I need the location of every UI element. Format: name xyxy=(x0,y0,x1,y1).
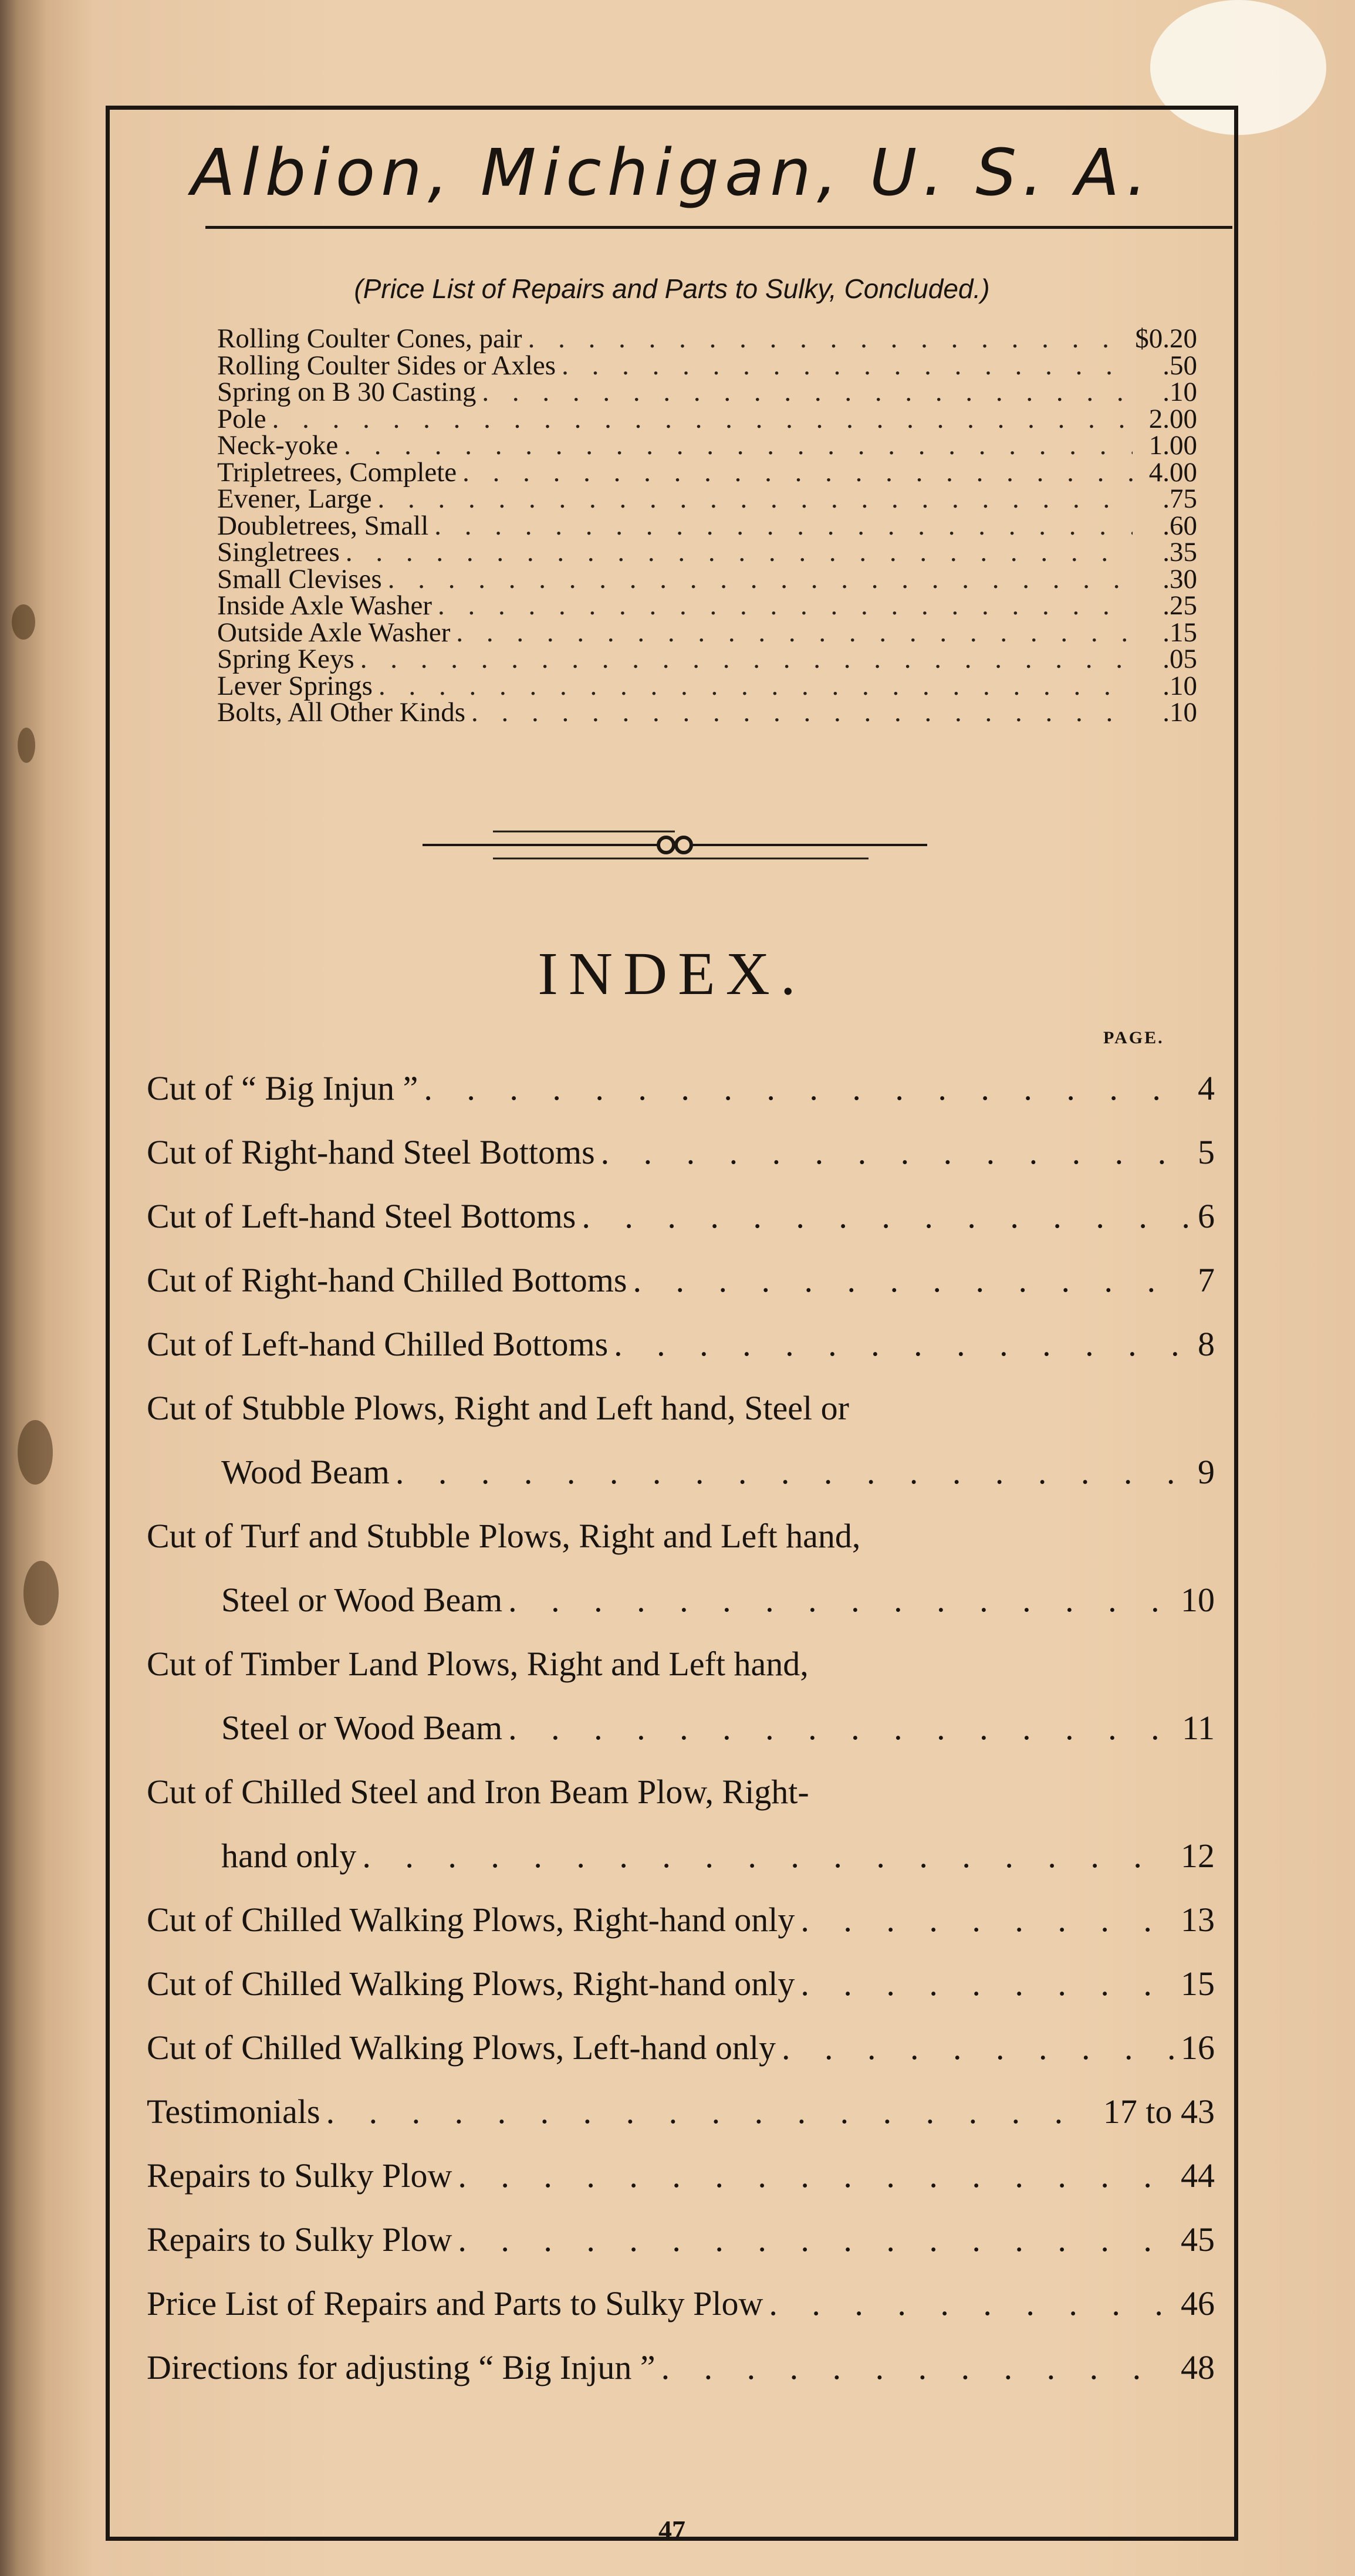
price-list-row xyxy=(217,670,1197,701)
index-entry-title: Cut of Right-hand Chilled Bottoms xyxy=(147,1261,627,1299)
price-list-row xyxy=(217,350,1197,381)
price-item-price: .60 xyxy=(1163,510,1197,541)
price-list-row xyxy=(217,432,1197,459)
index-entry-row xyxy=(147,2080,1215,2144)
dot-leader xyxy=(614,1312,1192,1376)
index-entry-title: Repairs to Sulky Plow xyxy=(147,2220,452,2259)
index-entry-title: Cut of Chilled Walking Plows, Right-hand only xyxy=(147,1901,795,1939)
dot-leader xyxy=(272,406,1133,433)
dot-leader xyxy=(601,1120,1192,1184)
ornament-divider xyxy=(423,824,927,866)
index-entry-row xyxy=(147,2335,1215,2399)
index-entry-page: 12 xyxy=(1181,1837,1215,1875)
index-entry xyxy=(147,1952,1215,2016)
index-entry xyxy=(147,2016,1215,2080)
price-list-subtitle: (Price List of Repairs and Parts to Sulky, Concluded.) xyxy=(354,273,990,304)
index-entry-page: 4 xyxy=(1198,1069,1215,1107)
dot-leader xyxy=(396,1440,1192,1504)
dot-leader xyxy=(508,1568,1175,1632)
dot-leader xyxy=(458,2207,1175,2271)
index-entry-row xyxy=(147,1312,1215,1376)
price-item-name: Lever Springs xyxy=(217,670,373,701)
index-entry xyxy=(147,1248,1215,1312)
price-item-name: Tripletrees, Complete xyxy=(217,457,457,488)
index-entry-title: Cut of Timber Land Plows, Right and Left hand, xyxy=(147,1645,809,1683)
index-entry-row xyxy=(147,1184,1215,1248)
index-entry xyxy=(147,2335,1215,2399)
price-item-price: .10 xyxy=(1163,377,1197,407)
index-entry-title: Cut of Chilled Walking Plows, Left-hand only xyxy=(147,2029,776,2067)
dot-leader xyxy=(562,353,1133,380)
index-entry-title: Cut of Turf and Stubble Plows, Right and Left hand, xyxy=(147,1517,861,1555)
index-entry-title: Cut of Left-hand Chilled Bottoms xyxy=(147,1325,609,1363)
index-entry-page: 7 xyxy=(1198,1261,1215,1299)
price-list-row xyxy=(217,539,1197,566)
dot-leader xyxy=(456,620,1133,647)
index-entry-row xyxy=(147,2144,1215,2207)
page-column-label: PAGE. xyxy=(1103,1028,1164,1047)
price-item-name: Doubletrees, Small xyxy=(217,510,429,541)
index-entry xyxy=(147,1760,1215,1888)
dot-leader xyxy=(362,1824,1175,1888)
index-entry-continuation: hand only xyxy=(221,1837,357,1875)
price-item-price: $0.20 xyxy=(1135,323,1197,354)
dot-leader xyxy=(633,1248,1192,1312)
index-entry-row xyxy=(147,2016,1215,2080)
price-item-name: Outside Axle Washer xyxy=(217,617,451,648)
index-entry-row xyxy=(147,1696,1215,1760)
index-entry-row xyxy=(147,1120,1215,1184)
index-entry-page: 17 to 43 xyxy=(1103,2092,1215,2131)
dot-leader xyxy=(471,699,1133,726)
dot-leader xyxy=(661,2335,1175,2399)
dot-leader xyxy=(438,593,1133,620)
index-entry-title: Cut of Left-hand Steel Bottoms xyxy=(147,1197,576,1235)
price-list-row xyxy=(217,486,1197,513)
price-item-name: Inside Axle Washer xyxy=(217,590,432,621)
price-item-price: .05 xyxy=(1163,644,1197,674)
price-item-name: Pole xyxy=(217,403,266,434)
index-entry xyxy=(147,1888,1215,1952)
index-entry-title: Cut of Stubble Plows, Right and Left hand, Steel or xyxy=(147,1389,849,1427)
index-entry-row xyxy=(147,1056,1215,1120)
dot-leader xyxy=(379,673,1133,700)
price-item-name: Small Clevises xyxy=(217,563,382,594)
index-list xyxy=(147,1056,1215,2399)
index-entry-page: 11 xyxy=(1182,1709,1215,1747)
index-entry xyxy=(147,2207,1215,2271)
price-list-row xyxy=(217,563,1197,594)
index-entry-continuation: Wood Beam xyxy=(221,1453,390,1491)
price-item-name: Rolling Coulter Cones, pair xyxy=(217,323,522,354)
dot-leader xyxy=(434,513,1133,540)
page-header-title: Albion, Michigan, U. S. A. xyxy=(191,135,1153,210)
price-item-price: .75 xyxy=(1163,484,1197,514)
dot-leader xyxy=(769,2271,1175,2335)
index-entry-page: 46 xyxy=(1181,2284,1215,2323)
paper-stain xyxy=(23,1561,59,1625)
index-entry-page: 45 xyxy=(1181,2220,1215,2259)
dot-leader xyxy=(360,646,1133,673)
dot-leader xyxy=(326,2080,1097,2144)
dot-leader xyxy=(424,1056,1192,1120)
index-entry-page: 8 xyxy=(1198,1325,1215,1363)
index-entry-title: Cut of “ Big Injun ” xyxy=(147,1069,418,1107)
price-item-name: Bolts, All Other Kinds xyxy=(217,697,466,728)
price-item-price: 1.00 xyxy=(1148,430,1197,461)
price-item-price: .50 xyxy=(1163,350,1197,381)
index-entry xyxy=(147,2271,1215,2335)
index-entry-title: Cut of Chilled Steel and Iron Beam Plow, Right- xyxy=(147,1773,809,1811)
index-entry-title: Cut of Chilled Walking Plows, Right-hand only xyxy=(147,1965,795,2003)
dot-leader xyxy=(800,1888,1175,1952)
price-item-price: .30 xyxy=(1163,563,1197,594)
index-entry xyxy=(147,1056,1215,1120)
paper-stain xyxy=(12,604,35,640)
price-list-row xyxy=(217,699,1197,726)
price-list-row xyxy=(217,617,1197,648)
price-item-name: Rolling Coulter Sides or Axles xyxy=(217,350,556,381)
price-list-row xyxy=(217,590,1197,621)
price-item-price: .10 xyxy=(1163,670,1197,701)
index-entry-row xyxy=(147,1440,1215,1504)
index-entry-row xyxy=(147,2207,1215,2271)
index-entry-continuation: Steel or Wood Beam xyxy=(221,1581,503,1619)
index-entry xyxy=(147,2144,1215,2207)
dot-leader xyxy=(462,459,1133,486)
price-item-name: Spring Keys xyxy=(217,644,354,674)
dot-leader xyxy=(377,486,1133,513)
price-item-price: .10 xyxy=(1163,697,1197,728)
dot-leader xyxy=(508,1696,1176,1760)
price-item-price: .15 xyxy=(1163,617,1197,648)
price-item-price: .25 xyxy=(1163,590,1197,621)
index-entry xyxy=(147,1120,1215,1184)
index-entry xyxy=(147,1312,1215,1376)
price-list-row xyxy=(217,646,1197,673)
price-item-price: .35 xyxy=(1163,537,1197,567)
index-entry-row xyxy=(147,2271,1215,2335)
price-list xyxy=(217,323,1197,728)
price-list-row xyxy=(217,403,1197,434)
index-entry-row xyxy=(147,1568,1215,1632)
dot-leader xyxy=(482,379,1133,406)
price-item-name: Evener, Large xyxy=(217,484,372,514)
price-item-price: 4.00 xyxy=(1148,457,1197,488)
index-entry xyxy=(147,1504,1215,1632)
index-entry-row xyxy=(147,1248,1215,1312)
index-entry xyxy=(147,1632,1215,1760)
index-title: INDEX. xyxy=(538,940,806,1008)
index-entry-title: Directions for adjusting “ Big Injun ” xyxy=(147,2348,655,2386)
dot-leader xyxy=(528,326,1130,353)
price-list-row xyxy=(217,459,1197,486)
price-list-row xyxy=(217,323,1197,354)
dot-leader xyxy=(346,539,1133,566)
header-rule xyxy=(205,226,1232,229)
index-entry-row xyxy=(147,1888,1215,1952)
dot-leader xyxy=(782,2016,1175,2080)
dot-leader xyxy=(458,2144,1175,2207)
index-entry-title: Cut of Right-hand Steel Bottoms xyxy=(147,1133,595,1171)
dot-leader xyxy=(344,432,1133,459)
dot-leader xyxy=(388,566,1133,593)
price-list-row xyxy=(217,379,1197,406)
index-entry xyxy=(147,1184,1215,1248)
index-entry-page: 5 xyxy=(1198,1133,1215,1171)
index-entry-page: 10 xyxy=(1181,1581,1215,1619)
index-entry-row xyxy=(147,1952,1215,2016)
index-entry-title: Price List of Repairs and Parts to Sulky Plow xyxy=(147,2284,763,2323)
price-item-name: Singletrees xyxy=(217,537,340,567)
price-item-name: Spring on B 30 Casting xyxy=(217,377,477,407)
dot-leader xyxy=(582,1184,1192,1248)
index-entry-page: 13 xyxy=(1181,1901,1215,1939)
index-entry-page: 16 xyxy=(1181,2029,1215,2067)
index-entry xyxy=(147,1376,1215,1504)
index-entry-page: 15 xyxy=(1181,1965,1215,2003)
index-entry-page: 6 xyxy=(1198,1197,1215,1235)
price-list-row xyxy=(217,510,1197,541)
dot-leader xyxy=(800,1952,1175,2016)
index-entry-row xyxy=(147,1824,1215,1888)
index-entry xyxy=(147,2080,1215,2144)
index-entry-title: Testimonials xyxy=(147,2092,320,2131)
paper-stain xyxy=(18,728,35,763)
index-entry-page: 44 xyxy=(1181,2156,1215,2195)
paper-stain xyxy=(18,1420,53,1485)
price-item-name: Neck-yoke xyxy=(217,430,339,461)
index-entry-page: 48 xyxy=(1181,2348,1215,2386)
index-entry-page: 9 xyxy=(1198,1453,1215,1491)
index-entry-title: Repairs to Sulky Plow xyxy=(147,2156,452,2195)
index-entry-continuation: Steel or Wood Beam xyxy=(221,1709,503,1747)
page-number: 47 xyxy=(658,2515,685,2545)
price-item-price: 2.00 xyxy=(1148,403,1197,434)
